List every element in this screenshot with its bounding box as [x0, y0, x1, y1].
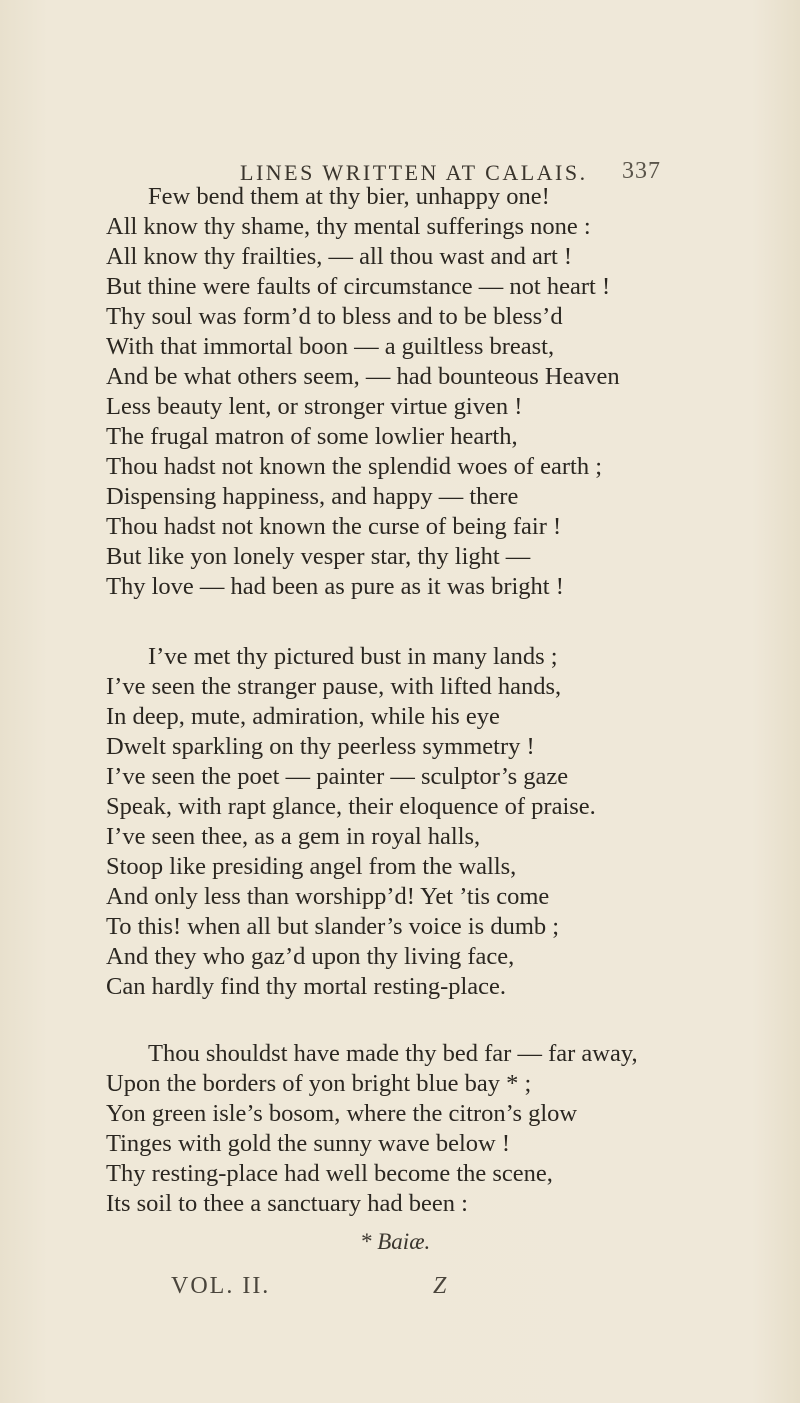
footnote: * Baiæ. — [360, 1229, 431, 1254]
poem-line: With that immortal boon — a guiltless breast, — [106, 333, 555, 360]
poem-line: But thine were faults of circumstance — not heart ! — [106, 273, 611, 300]
poem-line: Thou shouldst have made thy bed far — far away, — [148, 1040, 638, 1067]
poem-line: I’ve seen the poet — painter — sculptor’s gaze — [106, 763, 569, 790]
poem-line: Tinges with gold the sunny wave below ! — [106, 1130, 510, 1157]
poem-line: Dwelt sparkling on thy peerless symmetry ! — [106, 733, 535, 760]
poem-line: Dispensing happiness, and happy — there — [106, 483, 519, 510]
poem-line: Speak, with rapt glance, their eloquence of praise. — [106, 793, 596, 820]
poem-line: Upon the borders of yon bright blue bay * ; — [106, 1070, 532, 1097]
poem-line: Less beauty lent, or stronger virtue given ! — [106, 393, 523, 420]
poem-line: Few bend them at thy bier, unhappy one! — [148, 183, 550, 210]
poem-line: Thou hadst not known the splendid woes of earth ; — [106, 453, 603, 480]
signature-letter: Z — [433, 1273, 447, 1299]
poem-line: Stoop like presiding angel from the walls, — [106, 853, 517, 880]
poem-line: The frugal matron of some lowlier hearth, — [106, 423, 518, 450]
poem-line: Thy resting-place had well become the scene, — [106, 1160, 553, 1187]
poem-line: I’ve seen thee, as a gem in royal halls, — [106, 823, 481, 850]
poem-line: And they who gaz’d upon thy living face, — [106, 943, 515, 970]
poem-line: All know thy frailties, — all thou wast and art ! — [106, 243, 573, 270]
poem-line: Yon green isle’s bosom, where the citron’s glow — [106, 1100, 578, 1127]
poem-line: But like yon lonely vesper star, thy light — — [106, 543, 531, 570]
running-title: LINES WRITTEN AT CALAIS. — [240, 160, 588, 185]
poem-line: And only less than worshipp’d! Yet ’tis come — [106, 883, 550, 910]
poem-line: Thou hadst not known the curse of being fair ! — [106, 513, 562, 540]
poem-line: Can hardly find thy mortal resting-place. — [106, 973, 507, 1000]
poem-line: In deep, mute, admiration, while his eye — [106, 703, 500, 730]
poem-line: I’ve met thy pictured bust in many lands ; — [148, 643, 558, 670]
poem-line: All know thy shame, thy mental sufferings none : — [106, 213, 591, 240]
poem-line: Thy love — had been as pure as it was bright ! — [106, 573, 564, 600]
poem-line: I’ve seen the stranger pause, with lifted hands, — [106, 673, 562, 700]
poem-line: Its soil to thee a sanctuary had been : — [106, 1190, 468, 1217]
poem-line: And be what others seem, — had bounteous Heaven — [106, 363, 620, 390]
signature-volume: VOL. II. — [171, 1273, 271, 1299]
poem-line: Thy soul was form’d to bless and to be bless’d — [106, 303, 563, 330]
page-number: 337 — [622, 158, 661, 184]
poem-line: To this! when all but slander’s voice is dumb ; — [106, 913, 560, 940]
